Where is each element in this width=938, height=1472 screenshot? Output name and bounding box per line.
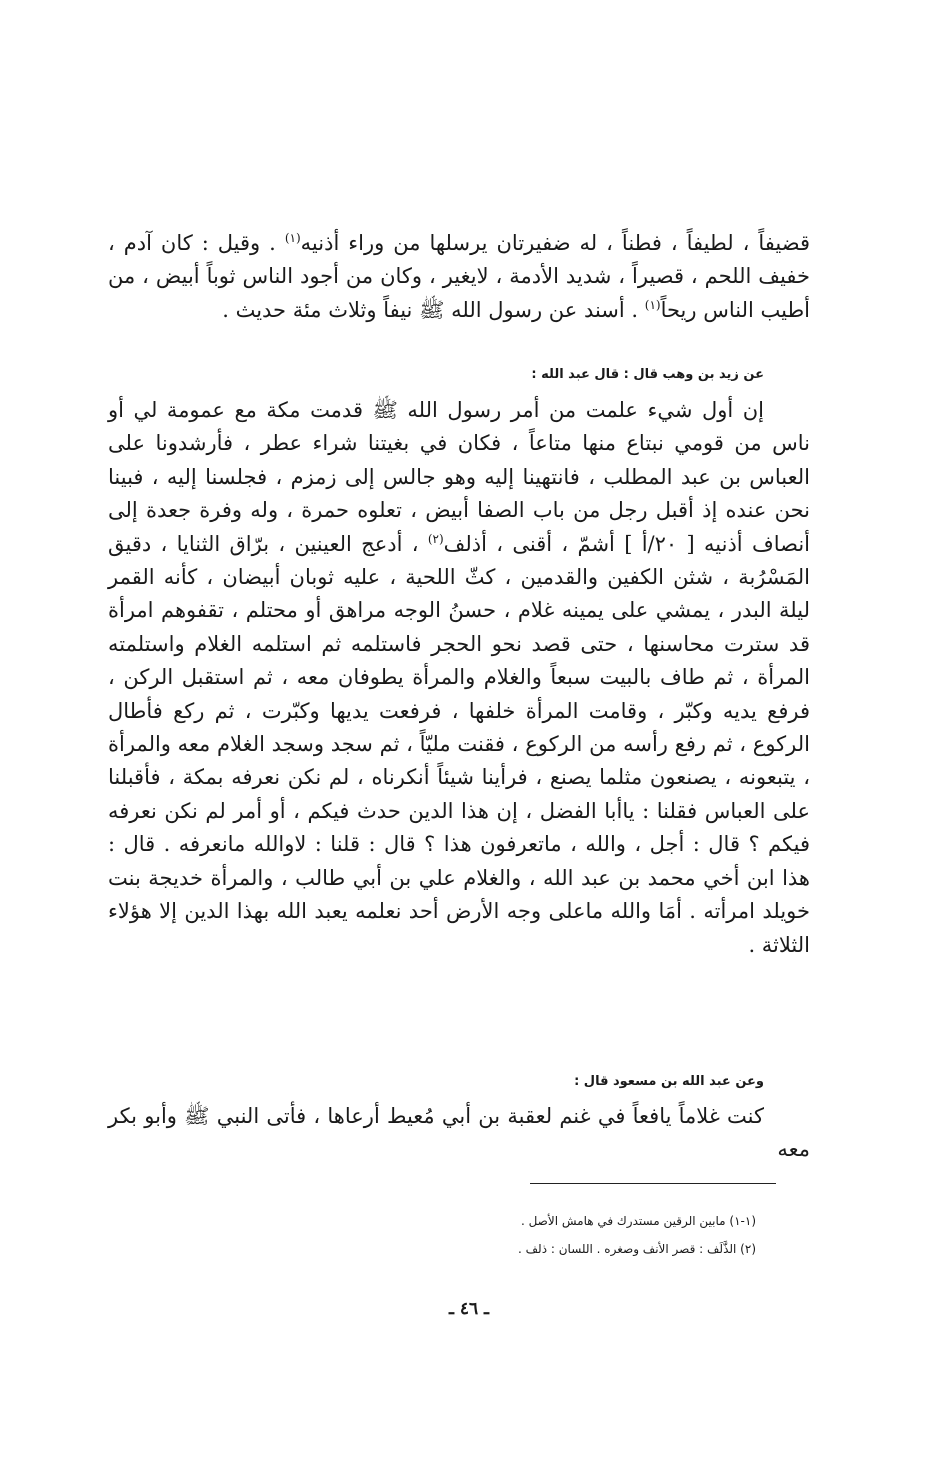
intro-block — [108, 227, 810, 327]
page-number: ـ ٤٦ ـ — [448, 1299, 490, 1319]
footnote-1: (١-١) مابين الرقين مستدرك في هامش الأصل . — [520, 1214, 756, 1228]
section-1-block — [108, 366, 810, 384]
section-2-heading: وعن عبد الله بن مسعود قال : — [574, 1074, 764, 1089]
intro-paragraph — [108, 227, 810, 327]
section-1-heading: عن زيد بن وهب قال : قال عبد الله : — [531, 367, 764, 382]
footnote-separator — [530, 1183, 776, 1184]
footnote-2: (٢) الذَّلَف : قصر الأنف وصغره . اللسان : ذلف . — [518, 1242, 756, 1256]
footnote-ref-1: (١) — [284, 231, 301, 245]
intro-text-3: . أسند عن رسول الله ﷺ نيفاً وثلاث مئة حديث . — [222, 297, 645, 322]
section-1-text: إن أول شيء علمت من أمر رسول الله ﷺ قدمت مكة مع عمومة لي أو ناس من قومي نبتاع منها متاعاً ، فكان في بغيتنا شراء عطر ، فأرشدونا على العباس بن عبد المطلب ، فانتهينا إليه وهو جالس إلى زمزم ، فجلسنا إليه ، فبينا نحن عنده إذ أقبل رجل من باب الصفا أبيض ، تعلوه حمرة ، وله وفرة جعدة إلى أنصاف أذنيه [ ٢٠/أ ] أشمّ ، أقنى ، أذلف — [108, 398, 811, 556]
footnote-ref-2: (٢) — [427, 531, 444, 546]
intro-text-2: . وقيل : كان آدم ، خفيف اللحم ، قصيراً ، شديد الأدمة ، لايغير ، وكان من أجود الناس ثوباً أبيض ، من أطيب الناس ريحاً — [108, 231, 810, 322]
section-1-text-2: ، أدعج العينين ، برّاق الثنايا ، دقيق المَسْرُبة ، شثن الكفين والقدمين ، كثّ اللحية ، عليه ثوبان أبيضان ، كأنه القمر ليلة البدر ، يمشي على يمينه غلام ، حسنُ الوجه مراهق أو محتلم ، تقفوهم امرأة قد سترت محاسنها ، حتى قصد نحو الحجر فاستلمه ثم استلمه الغلام واستلمته المرأة ، ثم طاف بالبيت سبعاً والغلام والمرأة يطوفان معه ، ثم استقبل الركن ، فرفع يديه وكبّر ، وقامت المرأة خلفها ، فرفعت يديها وكبّرت ، ثم ركع فأطال الركوع ، ثم رفع رأسه من الركوع ، فقنت مليّاً ، ثم سجد وسجد الغلام معه والمرأة ، يتبعونه ، يصنعون مثلما يصنع ، فرأينا شيئاً أنكرناه ، لم نكن نعرفه بمكة ، فأقبلنا على العباس فقلنا : ياأبا الفضل ، إن هذا الدين حدث فيكم ، أو أمر لم نكن نعرفه فيكم ؟ قال : أجل ، والله ، ماتعرفون هذا ؟ قال : قلنا : لاوالله مانعرفه . قال : هذا ابن أخي محمد بن عبد الله ، والغلام علي بن أبي طالب ، والمرأة خديجة بنت خويلد امرأته . أمَا والله ماعلى وجه الأرض أحد نعلمه يعبد الله بهذا الدين إلا هؤلاء الثلاثة . — [108, 531, 810, 957]
section-2-paragraph: كنت غلاماً يافعاً في غنم لعقبة بن أبي مُعيط أرعاها ، فأتى النبي ﷺ وأبو بكر معه — [108, 1104, 810, 1162]
section-1-paragraph — [108, 394, 810, 962]
section-2-body — [108, 1100, 810, 1167]
footnote-ref-1b: (١) — [644, 297, 661, 312]
section-1-body — [108, 394, 810, 962]
section-2-block — [108, 1073, 810, 1091]
intro-text: قضيفاً ، لطيفاً ، فطناً ، له ضفيرتان يرسلها من وراء أذنيه — [300, 231, 810, 255]
